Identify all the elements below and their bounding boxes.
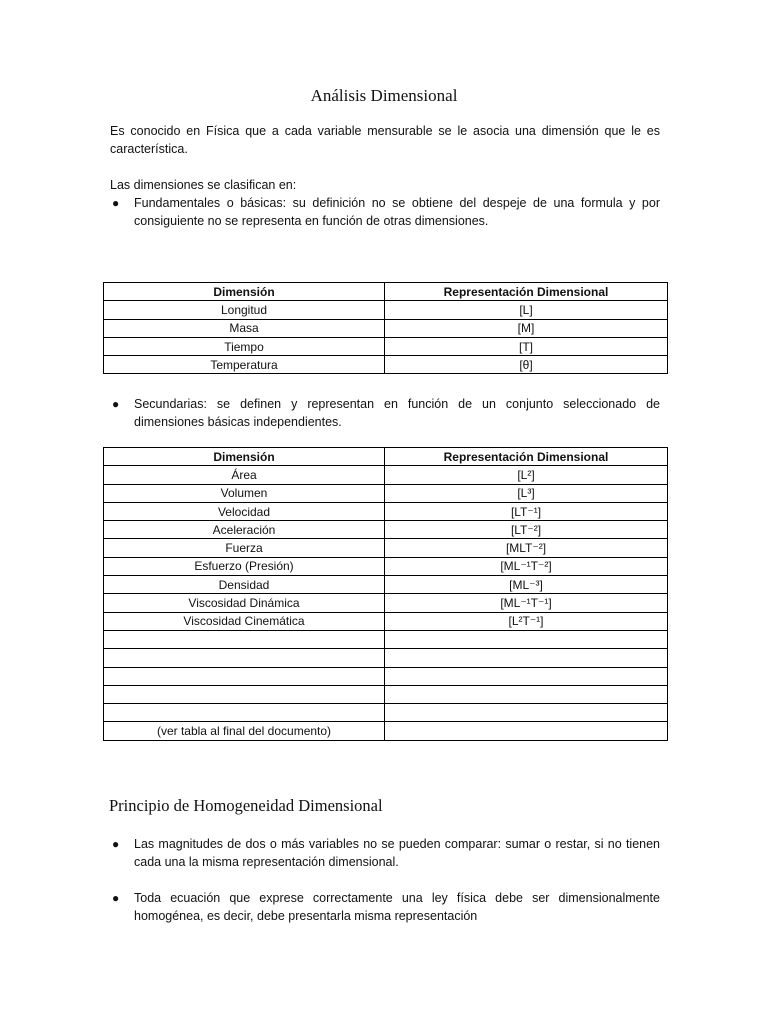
header-representation: Representación Dimensional xyxy=(385,283,668,301)
representation-cell: [ML⁻¹T⁻¹] xyxy=(385,594,668,612)
table-row xyxy=(104,594,668,612)
dimension-cell: Velocidad xyxy=(104,502,385,520)
dimension-cell: Esfuerzo (Presión) xyxy=(104,557,385,575)
table-row xyxy=(104,576,668,594)
dimension-cell: Viscosidad Dinámica xyxy=(104,594,385,612)
empty-table-row xyxy=(104,685,668,703)
dimension-cell: Volumen xyxy=(104,484,385,502)
table-footer-row xyxy=(104,722,668,740)
representation-cell: [LT⁻²] xyxy=(385,521,668,539)
header-dimension: Dimensión xyxy=(104,283,385,301)
table-row xyxy=(104,502,668,520)
empty-table-row xyxy=(104,667,668,685)
dimension-cell: Densidad xyxy=(104,576,385,594)
table-fundamental-dimensions xyxy=(103,282,668,374)
empty-table-row xyxy=(104,630,668,648)
classification-intro: Las dimensiones se clasifican en: xyxy=(110,178,297,192)
representation-cell: [ML⁻¹T⁻²] xyxy=(385,557,668,575)
dimension-cell: Fuerza xyxy=(104,539,385,557)
bullet-equation-text: Toda ecuación que exprese correctamente una ley física debe ser dimensionalmente homogénea, es decir, debe presentarla misma representación xyxy=(134,891,660,923)
bullet-icon: ● xyxy=(112,891,120,905)
bullet-equation xyxy=(110,889,660,925)
representation-cell: [θ] xyxy=(385,356,668,374)
bullet-fundamental xyxy=(110,194,660,230)
bullet-icon: ● xyxy=(112,397,120,411)
table-header-row xyxy=(104,283,668,301)
table-row xyxy=(104,466,668,484)
header-representation: Representación Dimensional xyxy=(385,448,668,466)
table-row xyxy=(104,612,668,630)
bullet-icon: ● xyxy=(112,837,120,851)
table-footer-note: (ver tabla al final del documento) xyxy=(104,722,385,740)
representation-cell: [L²] xyxy=(385,466,668,484)
table-row xyxy=(104,319,668,337)
table-secondary-dimensions xyxy=(103,447,668,741)
bullet-secondary xyxy=(110,395,660,431)
dimension-cell: Masa xyxy=(104,319,385,337)
table-row xyxy=(104,356,668,374)
table-row xyxy=(104,337,668,355)
dimension-cell: Temperatura xyxy=(104,356,385,374)
table-row xyxy=(104,301,668,319)
header-dimension: Dimensión xyxy=(104,448,385,466)
table-row xyxy=(104,484,668,502)
representation-cell: [MLT⁻²] xyxy=(385,539,668,557)
table-row xyxy=(104,557,668,575)
dimension-cell: Tiempo xyxy=(104,337,385,355)
representation-cell: [M] xyxy=(385,319,668,337)
table-row xyxy=(104,539,668,557)
representation-cell: [LT⁻¹] xyxy=(385,502,668,520)
bullet-compare-text: Las magnitudes de dos o más variables no se pueden comparar: sumar o restar, si no tienen cada una la misma representación dimensional. xyxy=(134,837,660,869)
page-title: Análisis Dimensional xyxy=(310,86,458,105)
dimension-cell: Longitud xyxy=(104,301,385,319)
table-row xyxy=(104,521,668,539)
bullet-secondary-text: Secundarias: se definen y representan en función de un conjunto seleccionado de dimensiones básicas independientes. xyxy=(134,397,660,429)
representation-cell: [L²T⁻¹] xyxy=(385,612,668,630)
bullet-compare xyxy=(110,835,660,871)
empty-table-row xyxy=(104,704,668,722)
dimension-cell: Área xyxy=(104,466,385,484)
bullet-fundamental-text: Fundamentales o básicas: su definición no se obtiene del despeje de una formula y por consiguiente no se representa en función de otras dimensiones. xyxy=(134,196,660,228)
intro-paragraph: Es conocido en Física que a cada variable mensurable se le asocia una dimensión que le es característica. xyxy=(110,124,660,156)
representation-cell: [T] xyxy=(385,337,668,355)
dimension-cell: Aceleración xyxy=(104,521,385,539)
empty-table-row xyxy=(104,649,668,667)
section-title-homogeneity: Principio de Homogeneidad Dimensional xyxy=(109,796,383,815)
representation-cell: [L³] xyxy=(385,484,668,502)
table-header-row xyxy=(104,448,668,466)
bullet-icon: ● xyxy=(112,196,120,210)
dimension-cell: Viscosidad Cinemática xyxy=(104,612,385,630)
representation-cell: [L] xyxy=(385,301,668,319)
representation-cell: [ML⁻³] xyxy=(385,576,668,594)
